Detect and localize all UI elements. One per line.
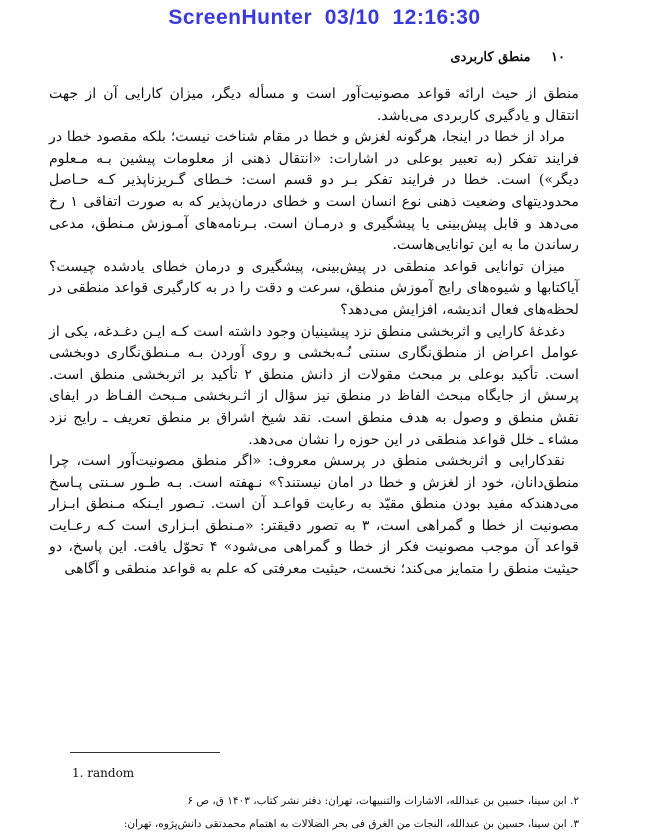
footnote-2: ۲. ابن سینا، حسین بن عبدالله، الاشارات والتنبیهات، تهران: دفتر نشر کتاب، ۱۴۰۳ ق، ص ۶: [187, 795, 579, 807]
running-head: [84, 50, 565, 72]
paragraph: مراد از خطا در اینجا، هرگونه لغزش و خطا در مقام شناخت نیست؛ بلکه مقصود خطا در فرایند تفکر (به تعبیر بوعلی در اشارات: «انتقال ذهنی از معلومات پیشین بـه مـعلوم دیگر») است. خطا در فرایند تفکر بـر دو قسم است: خـطای گـریزناپذیر کـه حـاصل محدودیتهای وضعیت ذهنی نوع انسان است و خطای درمان‌پذیر که به صورت اتفاقی ۱ رخ می‌دهد و قابل پیش‌بینی یا پیشگیری و درمـان است. بـرنامه‌های آمـوزش مـنطق، مدعی رساندن ما به این توانایی‌هاست.: [49, 129, 579, 254]
page-number: ۱۰: [551, 50, 565, 65]
footnote-divider: [70, 752, 220, 753]
paragraph: نقدکارایی و اثربخشی منطق در پرسش معروف: «اگر منطق مصونیت‌آور است، چرا منطق‌دانان، خود از لغزش و خطا در امان نیستند؟» نـهفته است. بـه طـور سـنتی پـاسخ می‌دهندکه مفید بودن منطق مقیّد به رعایت قواعـد آن است. تـصور ایـنکه مـنطق ابـزار مصونیت از خطا و گمراهی است، ۳ به تصور دقیقتر: «مـنطق ابـزاری است کـه رعـایت قواعد آن موجب مصونیت فکر از خطا و گمراهی می‌شود» ۴ تحوّل یافت. این پاسخ، دو حیثیت منطق را متمایز می‌کند؛ نخست، حیثیت معرفتی که علم به قواعد منطقی و آگاهی: [49, 453, 579, 578]
body-text: [49, 84, 579, 581]
paragraph: دغدغهٔ کارایی و اثربخشی منطق نزد پیشینیان وجود داشته است کـه ایـن دغـدغه، یکی از عوامل اعراض از منطق‌نگاری سنتی نُـه‌بخشی و روی آوردن بـه مـنطق‌نگاری دوبخشی است. تأکید بوعلی بر مبحث مقولات از دانش منطق ۲ تأکید بر اثربخشی منطق است. پرسش از جایگاه مبحث الفاظ در منطق نیز سؤال از اثـربخشی مـبحث الفـاظ در ایفای نقش منطق و وصول به هدف منطق است. نقد شیخ اشراق بر منطق تعریف ـ رایج نزد مشاء ـ خلل قواعد منطقی در این حوزه را نشان می‌دهد.: [49, 323, 579, 448]
paragraph: میزان توانایی قواعد منطقی در پیش‌بینی، پیشگیری و درمان خطای یادشده چیست؟ آیاکتابها و شیوه‌های رایج آموزش منطق، سرعت و دقت را در به کارگیری قواعد منطقی در لحظه‌های فعال اندیشه، افزایش می‌دهد؟: [49, 258, 579, 318]
paragraph: منطق از حیث ارائه قواعد مصونیت‌آور است و مسأله دیگر، میزان کارایی آن از جهت انتقال و یادگیری کاربردی می‌باشد.: [49, 86, 579, 124]
footnote-3: ۳. ابن سینا، حسین بن عبدالله، النجات من الغرق فی بحر الضلالات به اهتمام محمدتقی دانش‌پژوه، تهران:: [123, 818, 579, 830]
footnote-1: 1. random: [72, 766, 135, 780]
screenhunter-watermark: ScreenHunter 03/10 12:16:30: [168, 6, 481, 29]
running-head-title: منطق کاربردی: [450, 50, 531, 65]
